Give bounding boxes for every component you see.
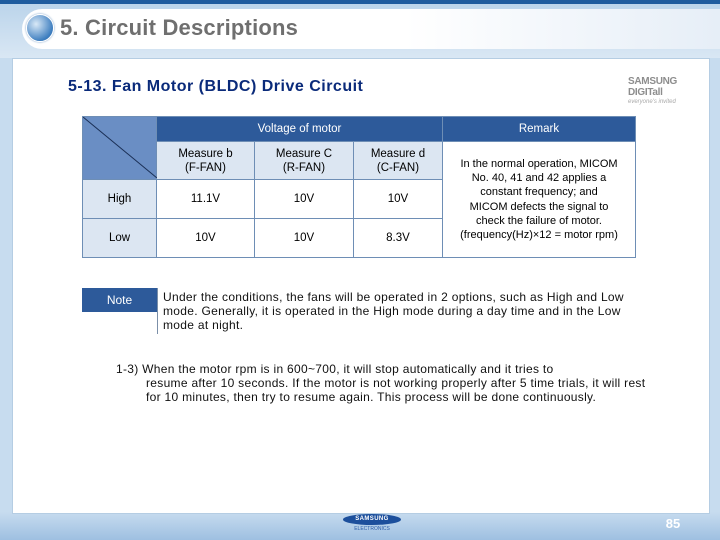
measure-c-header: [255, 142, 354, 180]
samsung-electronics-logo: [336, 512, 408, 532]
measure-b-name: Measure b: [178, 147, 233, 160]
measure-c-fan: (R-FAN): [282, 161, 326, 174]
remark-cell: [443, 142, 636, 258]
note-text: Under the conditions, the fans will be operated in 2 options, such as High and Low mode. Generally, it is operated in the High mode during a day time and in the Low mode at night.: [163, 290, 624, 332]
measure-b-header: [157, 142, 255, 180]
note-divider: [157, 288, 158, 334]
row-label-low: Low: [83, 219, 157, 258]
page-subtitle: 5-13. Fan Motor (BLDC) Drive Circuit: [68, 78, 364, 95]
remark-line: (frequency(Hz)×12 = motor rpm): [460, 229, 618, 242]
remark-line: constant frequency; and: [480, 186, 598, 199]
diagonal-line: [83, 117, 157, 178]
electronics-text: ELECTRONICS: [354, 526, 390, 532]
high-measure-b: 11.1V: [157, 180, 255, 219]
header-top-line: [0, 0, 720, 4]
measure-b-fan: (F-FAN): [185, 161, 226, 174]
measure-d-fan: (C-FAN): [376, 161, 420, 174]
section-title: 5. Circuit Descriptions: [60, 15, 299, 40]
frame-left: [0, 58, 12, 528]
measure-d-header: [354, 142, 443, 180]
samsung-oval-logo: SAMSUNG: [343, 514, 401, 525]
logo-tagline: everyone's invited: [628, 99, 676, 105]
note-label: Note: [82, 288, 157, 312]
samsung-digitall-logo: [628, 76, 704, 105]
low-measure-b: 10V: [157, 219, 255, 258]
high-measure-c: 10V: [255, 180, 354, 219]
row-label-high: High: [83, 180, 157, 219]
remark-line: No. 40, 41 and 42 applies a: [471, 171, 607, 184]
remark-line: check the failure of motor.: [476, 214, 602, 227]
low-measure-c: 10V: [255, 219, 354, 258]
paragraph-continuation: resume after 10 seconds. If the motor is not working properly after 5 time trials, it will rest for 10 minutes, then try to resume again. This process will be done continuously.: [146, 376, 646, 405]
logo-text: SAMSUNG DIGITall: [628, 76, 678, 98]
voltage-table: [82, 116, 636, 258]
remark-line: In the normal operation, MICOM: [460, 157, 618, 170]
rpm-paragraph: [116, 362, 646, 405]
remark-line: MICOM defects the signal to: [469, 200, 609, 213]
measure-c-name: Measure C: [275, 147, 333, 160]
low-measure-d: 8.3V: [354, 219, 443, 258]
remark-header: Remark: [443, 117, 636, 142]
paragraph-first-line: 1-3) When the motor rpm is in 600~700, it will stop automatically and it tries to: [116, 362, 554, 376]
voltage-header: Voltage of motor: [157, 117, 443, 142]
high-measure-d: 10V: [354, 180, 443, 219]
bullet-circle-icon: [26, 14, 54, 42]
table-corner-cell: [83, 117, 157, 180]
measure-d-name: Measure d: [370, 147, 426, 160]
page-number: 85: [665, 516, 681, 531]
